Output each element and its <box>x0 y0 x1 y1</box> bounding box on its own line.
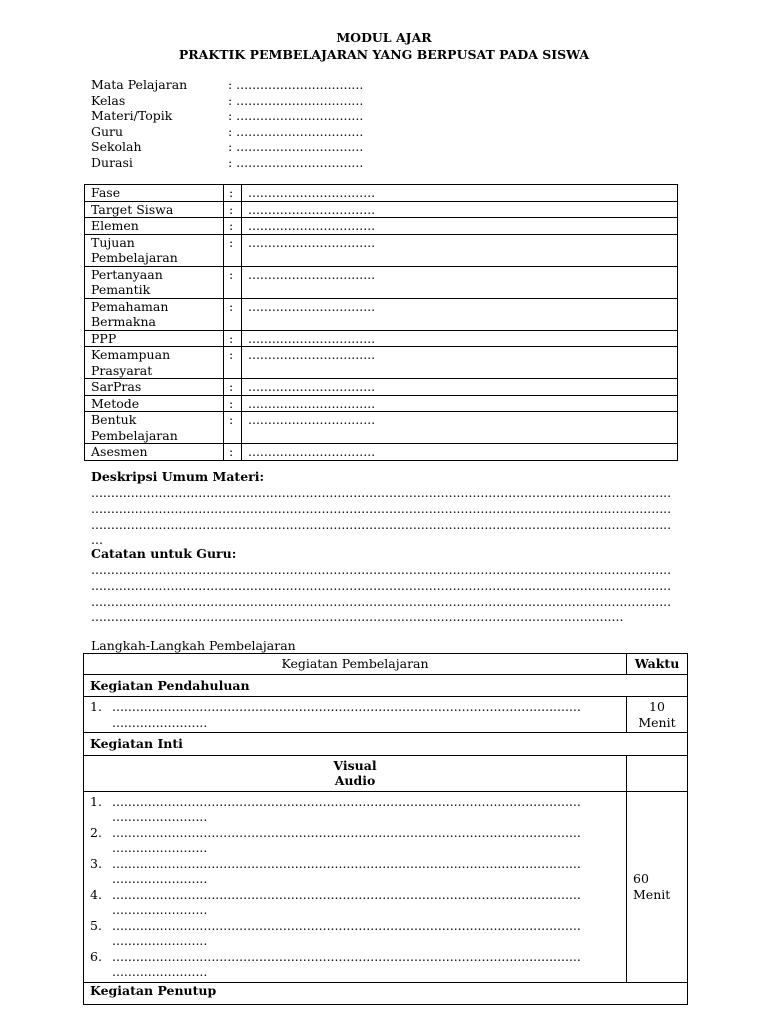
component-label: Pemahaman Bermakna <box>85 298 224 330</box>
identity-row-guru <box>91 124 363 140</box>
catatan-line: .................................................................................................................................................. <box>91 593 671 609</box>
item-number: 1. <box>90 793 102 809</box>
component-label: PPP <box>85 330 224 347</box>
item-line: ........................ <box>112 840 208 855</box>
table-row <box>84 674 688 697</box>
list-item <box>90 794 620 825</box>
component-label: Elemen <box>85 218 224 235</box>
identity-value: : ................................ <box>228 92 364 108</box>
component-value: ................................ <box>242 395 678 412</box>
identity-label: Kelas <box>91 92 126 108</box>
list-item <box>90 887 620 918</box>
inti-subheader <box>84 755 627 791</box>
deskripsi-line: ... <box>91 532 103 548</box>
table-row <box>85 395 678 412</box>
langkah-heading: Langkah-Langkah Pembelajaran <box>91 638 296 653</box>
table-row <box>85 185 678 202</box>
table-row <box>85 234 678 266</box>
table-header-row <box>84 654 688 675</box>
component-label: Kemampuan Prasyarat <box>85 347 224 379</box>
inti-sub-visual: Visual <box>333 757 377 773</box>
item-line: ........................ <box>112 871 208 886</box>
pendahuluan-title: Kegiatan Pendahuluan <box>84 674 688 697</box>
component-label: Tujuan Pembelajaran <box>85 234 224 266</box>
component-colon: : <box>224 218 242 235</box>
table-row <box>85 444 678 461</box>
identity-row-materi <box>91 108 363 124</box>
components-table <box>84 184 678 461</box>
deskripsi-heading: Deskripsi Umum Materi: <box>91 469 265 484</box>
component-colon: : <box>224 412 242 444</box>
component-label: Asesmen <box>85 444 224 461</box>
item-line: ........................ <box>112 714 208 730</box>
item-line: ...................................................................................................................... <box>112 793 581 809</box>
inti-title: Kegiatan Inti <box>84 733 688 756</box>
item-line: ...................................................................................................................... <box>112 948 581 964</box>
identity-value: : ................................ <box>228 123 364 139</box>
table-row <box>85 379 678 396</box>
list-item <box>90 949 620 980</box>
item-number: 5. <box>90 917 102 933</box>
catatan-line: .................................................................................................................................................. <box>91 562 671 577</box>
component-value: ................................ <box>242 185 678 202</box>
component-colon: : <box>224 444 242 461</box>
component-value: ................................ <box>242 379 678 396</box>
table-row <box>85 201 678 218</box>
table-row <box>85 218 678 235</box>
item-line: ........................ <box>112 809 208 824</box>
component-value: ................................ <box>242 234 678 266</box>
identity-value: : ................................ <box>228 108 364 123</box>
document-subtitle: PRAKTIK PEMBELAJARAN YANG BERPUSAT PADA SISWA <box>178 47 590 62</box>
component-value: ................................ <box>242 444 678 461</box>
table-row <box>85 330 678 347</box>
component-value: ................................ <box>242 412 678 444</box>
item-line: ...................................................................................................................... <box>112 699 581 714</box>
item-line: ...................................................................................................................... <box>112 917 581 933</box>
list-item <box>90 856 620 887</box>
component-value: ................................ <box>242 218 678 235</box>
list-item <box>90 699 620 730</box>
item-line: ...................................................................................................................... <box>112 824 581 840</box>
component-label: Fase <box>85 185 224 202</box>
identity-row-sekolah <box>91 139 363 155</box>
item-number: 6. <box>90 948 102 964</box>
item-line: ...................................................................................................................... <box>112 855 581 871</box>
deskripsi-lines <box>91 485 671 548</box>
table-row <box>85 266 678 298</box>
column-header-kegiatan: Kegiatan Pembelajaran <box>84 654 627 675</box>
item-number: 2. <box>90 824 102 840</box>
component-colon: : <box>224 185 242 202</box>
deskripsi-line: .................................................................................................................................................. <box>91 485 671 500</box>
identity-value: : ................................ <box>228 154 364 170</box>
component-value: ................................ <box>242 201 678 218</box>
table-row <box>84 697 688 733</box>
table-row <box>84 733 688 756</box>
identity-label: Durasi <box>91 154 133 170</box>
item-line: ........................ <box>112 902 208 917</box>
table-row <box>84 982 688 1005</box>
component-label: Pertanyaan Pemantik <box>85 266 224 298</box>
identity-label: Guru <box>91 123 124 139</box>
identity-value: : ................................ <box>228 139 364 154</box>
catatan-line: .................................................................................................................................................. <box>91 577 671 593</box>
waktu-value: 60 <box>633 871 649 886</box>
inti-waktu <box>627 791 688 982</box>
list-item <box>90 918 620 949</box>
pendahuluan-waktu <box>627 697 688 733</box>
component-colon: : <box>224 234 242 266</box>
waktu-unit: Menit <box>633 886 671 902</box>
document-title: MODUL AJAR <box>336 30 432 45</box>
identity-section <box>91 77 363 170</box>
component-colon: : <box>224 298 242 330</box>
inti-items <box>84 791 627 982</box>
component-value: ................................ <box>242 330 678 347</box>
table-row <box>85 347 678 379</box>
component-label: Metode <box>85 395 224 412</box>
item-line: ...................................................................................................................... <box>112 886 581 902</box>
learning-steps-table <box>83 653 688 1005</box>
identity-value: : ................................ <box>228 77 364 92</box>
component-colon: : <box>224 266 242 298</box>
identity-row-kelas <box>91 93 363 109</box>
inti-subheader-waktu <box>627 755 688 791</box>
waktu-unit: Menit <box>638 714 676 730</box>
component-label: Target Siswa <box>85 201 224 218</box>
component-colon: : <box>224 201 242 218</box>
table-row <box>84 791 688 982</box>
identity-label: Mata Pelajaran <box>91 77 188 92</box>
column-header-waktu: Waktu <box>627 654 688 675</box>
identity-row-mata-pelajaran <box>91 77 363 93</box>
identity-label: Materi/Topik <box>91 108 173 123</box>
table-row <box>84 755 688 791</box>
deskripsi-line: .................................................................................................................................................. <box>91 500 671 516</box>
catatan-lines <box>91 562 671 625</box>
component-value: ................................ <box>242 266 678 298</box>
pendahuluan-item <box>84 697 627 733</box>
identity-row-durasi <box>91 155 363 171</box>
deskripsi-line: .................................................................................................................................................. <box>91 516 671 532</box>
component-value: ................................ <box>242 347 678 379</box>
waktu-value: 10 <box>649 699 665 714</box>
catatan-line: ...................................................................................................................................... <box>91 609 624 625</box>
table-row <box>85 298 678 330</box>
component-label: Bentuk Pembelajaran <box>85 412 224 444</box>
component-label: SarPras <box>85 379 224 396</box>
item-number: 3. <box>90 855 102 871</box>
item-number: 4. <box>90 886 102 902</box>
table-row <box>85 412 678 444</box>
penutup-title: Kegiatan Penutup <box>84 982 688 1005</box>
list-item <box>90 825 620 856</box>
inti-sub-audio: Audio <box>334 773 376 788</box>
component-value: ................................ <box>242 298 678 330</box>
component-colon: : <box>224 347 242 379</box>
item-line: ........................ <box>112 964 208 979</box>
catatan-heading: Catatan untuk Guru: <box>91 546 237 561</box>
item-line: ........................ <box>112 933 208 948</box>
item-number: 1. <box>90 699 102 714</box>
identity-label: Sekolah <box>91 139 142 154</box>
component-colon: : <box>224 379 242 396</box>
component-colon: : <box>224 395 242 412</box>
component-colon: : <box>224 330 242 347</box>
